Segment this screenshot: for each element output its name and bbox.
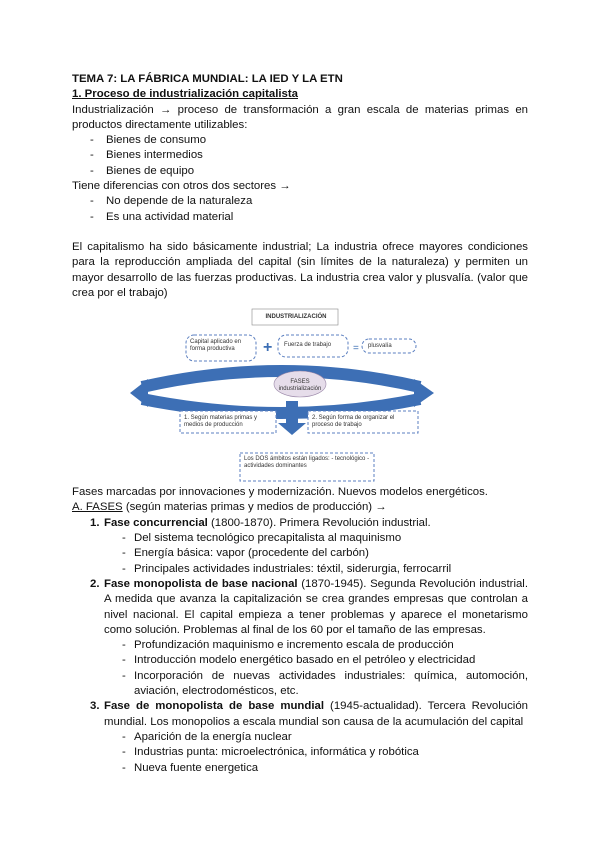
phase-text: A medida que avanza la capitalización se crea grandes empresas que controlan a nivel nacional. El capital empieza a tener problemas y aparece el monetarismo como solución. Problemas al final de los 60 por el tamaño de las empresas. (104, 593, 528, 636)
list-item: - Energía básica: vapor (procedente del carbón) (72, 546, 528, 561)
list-item: - Introducción modelo energético basado en el petróleo y electricidad (72, 653, 528, 668)
arrow-down-shaft (286, 401, 298, 423)
diagram-right-label: plusvalía (368, 343, 392, 350)
phase-2-list (72, 638, 528, 699)
arrow-right-icon (414, 379, 434, 407)
list-item: - Industrias punta: microelectrónica, informática y robótica (72, 745, 528, 760)
diagram-left-label: Capital aplicado en forma productiva (190, 339, 242, 353)
arrow-left-icon (130, 379, 148, 407)
diagram-header: INDUSTRIALIZACIÓN (265, 314, 327, 321)
phase-detail: (1945-actualidad). Tercera Revolución mundial. (104, 700, 529, 728)
diagram-bottom-left-label: 1. Según materias primas y medios de producción (184, 415, 258, 429)
list-item: - Nueva fuente energetica (72, 761, 528, 776)
list-item: - Del sistema tecnológico precapitalista al maquinismo (72, 531, 528, 546)
diagram-center-label: FASES industrialización (278, 379, 322, 393)
equals-icon: = (353, 343, 359, 355)
page-title: TEMA 7: LA FÁBRICA MUNDIAL: LA IED Y LA ETN (72, 73, 343, 85)
phase-3 (72, 699, 528, 730)
diagram-bottom-label: Los DOS ámbitos están ligados: - tecnológico - actividades dominantes (244, 456, 370, 470)
phase-name: Fase monopolista de base nacional (104, 577, 298, 590)
diagram-bottom-right-label: 2. Según forma de organizar el proceso de trabajo (312, 415, 395, 429)
phase-2 (72, 577, 528, 638)
phase-number: 1. (90, 516, 100, 529)
diff-intro: Tiene diferencias con otros dos sectores → (72, 180, 291, 193)
list-item: - Bienes intermedios (72, 148, 528, 163)
phase-1 (72, 516, 528, 531)
phase-name: Fase concurrencial (104, 516, 208, 529)
phase-text: Los monopolios a escala mundial son causa de la acumulación del capital (150, 715, 524, 728)
list-item: - Aparición de la energía nuclear (72, 730, 528, 745)
document-page (72, 72, 528, 776)
list-item: - Profundización maquinismo e incremento escala de producción (72, 638, 528, 653)
list-item: - No depende de la naturaleza (72, 194, 528, 209)
arrow-down-icon (278, 423, 306, 435)
list-item: - Incorporación de nuevas actividades industriales: química, automoción, aviación, electrodomésticos, etc. (72, 669, 528, 700)
plus-icon: + (263, 339, 273, 357)
main-paragraph: El capitalismo ha sido básicamente industrial; La industria ofrece mayores condiciones para la reproducción ampliada del capital (sin límites de la naturaleza) y permiten un mayor desarrollo de las fuerzas productivas. La industria crea valor y plusvalía. (valor que crea por el trabajo) (72, 240, 528, 299)
phases-heading-b: (según materias primas y medios de producción) → (122, 501, 387, 514)
industrialization-diagram (72, 307, 528, 485)
phases-intro: Fases marcadas por innovaciones y modernización. Nuevos modelos energéticos. (72, 486, 488, 499)
phase-1-list (72, 531, 528, 577)
phase-number: 2. (90, 577, 100, 590)
phases-heading-a: A. FASES (72, 501, 123, 514)
phase-number: 3. (90, 700, 100, 713)
phases-heading (72, 500, 528, 515)
section-heading: 1. Proceso de industrialización capitalista (72, 88, 298, 101)
list-item: - Bienes de consumo (72, 133, 528, 148)
list-item: - Bienes de equipo (72, 164, 528, 179)
list-item: - Principales actividades industriales: téxtil, siderurgia, ferrocarril (72, 562, 528, 577)
list-item: - Es una actividad material (72, 210, 528, 225)
phase-detail: (1800-1870). Primera Revolución industrial. (207, 516, 431, 529)
intro-text: Industrialización → proceso de transformación a gran escala de materias primas en productos directamente utilizables: (72, 103, 528, 131)
phase-3-list (72, 730, 528, 776)
products-list (72, 133, 528, 179)
diagram-mid-label: Fuerza de trabajo (284, 342, 332, 349)
diffs-list (72, 194, 528, 225)
phase-detail: (1870-1945). Segunda Revolución industrial. (297, 577, 529, 590)
phase-name: Fase de monopolista de base mundial (104, 700, 324, 713)
